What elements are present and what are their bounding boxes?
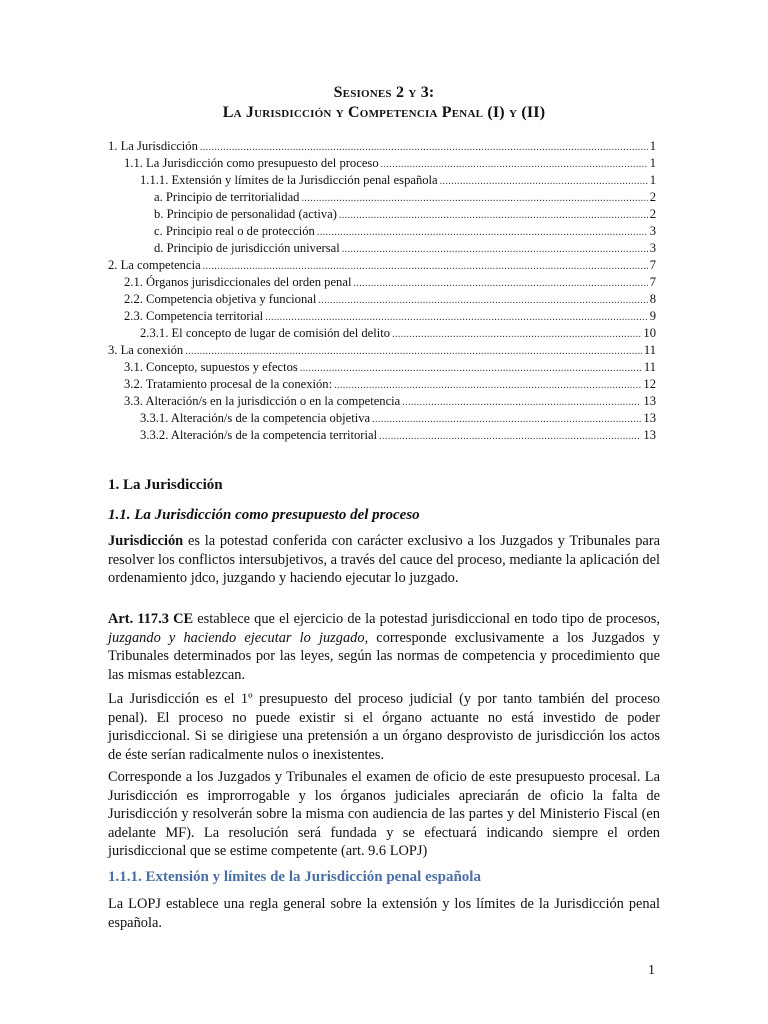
- toc-leader-dots: [339, 207, 648, 224]
- toc-entry-page: 2: [649, 190, 656, 204]
- toc-entry-label: c. Principio real o de protección: [154, 224, 315, 238]
- toc-entry[interactable]: [108, 342, 656, 359]
- toc-entry-label: 1.1. La Jurisdicción como presupuesto del proceso: [124, 156, 379, 170]
- toc-entry-page: 2: [649, 207, 656, 221]
- toc-leader-dots: [392, 326, 641, 343]
- toc-entry[interactable]: [108, 308, 656, 325]
- italic-quote: juzgando y haciendo ejecutar lo juzgado: [108, 629, 365, 646]
- toc-entry[interactable]: [108, 257, 656, 274]
- toc-entry[interactable]: [108, 138, 656, 155]
- toc-entry[interactable]: [108, 223, 656, 240]
- toc-entry[interactable]: [108, 206, 656, 223]
- toc-entry-page: 11: [643, 343, 656, 357]
- toc-entry-page: 11: [643, 360, 656, 374]
- subsubsection-heading: 1.1.1. Extensión y límites de la Jurisdicción penal española: [108, 869, 481, 885]
- toc-entry[interactable]: [108, 376, 656, 393]
- toc-leader-dots: [318, 292, 647, 309]
- toc-leader-dots: [301, 190, 647, 207]
- toc-leader-dots: [203, 258, 648, 275]
- toc-leader-dots: [265, 309, 648, 326]
- paragraph-text: es la potestad conferida con carácter exclusivo a los Juzgados y Tribunales para resolver los conflictos intersubjetivos, a través del cauce del proceso, mediante la aplicación del ordenamiento jdco, juzgando y haciendo ejecutar lo juzgado.: [108, 533, 660, 586]
- toc-leader-dots: [200, 139, 648, 156]
- paragraph-text: establece que el ejercicio de la potestad jurisdiccional en todo tipo de procesos,: [193, 611, 660, 627]
- toc-entry[interactable]: [108, 172, 656, 189]
- toc-entry-label: 2.3. Competencia territorial: [124, 309, 264, 323]
- toc-entry-page: 13: [643, 394, 656, 408]
- toc-entry-page: 7: [649, 258, 656, 272]
- toc-entry-page: 3: [649, 224, 656, 238]
- toc-leader-dots: [300, 360, 642, 377]
- toc-entry-label: 1.1.1. Extensión y límites de la Jurisdicción penal española: [140, 173, 438, 187]
- toc-entry-label: 3.3.2. Alteración/s de la competencia territorial: [140, 428, 378, 442]
- toc-entry-page: 3: [649, 241, 656, 255]
- toc-entry-page: 7: [649, 275, 656, 289]
- toc-entry[interactable]: [108, 393, 656, 410]
- toc-leader-dots: [372, 411, 641, 428]
- toc-leader-dots: [402, 394, 641, 411]
- toc-leader-dots: [353, 275, 647, 292]
- toc-entry-label: 2.3.1. El concepto de lugar de comisión del delito: [140, 326, 391, 340]
- toc-entry-label: 3.3.1. Alteración/s de la competencia objetiva: [140, 411, 371, 425]
- toc-leader-dots: [379, 428, 641, 445]
- toc-entry-page: 13: [643, 411, 656, 425]
- paragraph-jurisdiccion-definition: [108, 532, 660, 588]
- paragraph-lopj: La LOPJ establece una regla general sobre la extensión y los límites de la Jurisdicción penal española.: [108, 896, 660, 931]
- toc-entry-label: 2.2. Competencia objetiva y funcional: [124, 292, 317, 306]
- subsection-heading: 1.1. La Jurisdicción como presupuesto del proceso: [108, 507, 420, 523]
- toc-entry[interactable]: [108, 325, 656, 342]
- toc-leader-dots: [317, 224, 648, 241]
- toc-entry-label: 3.3. Alteración/s en la jurisdicción o en la competencia: [124, 394, 401, 408]
- table-of-contents: [108, 138, 656, 444]
- toc-entry[interactable]: [108, 274, 656, 291]
- toc-entry-label: 3. La conexión: [108, 343, 184, 357]
- toc-entry-label: 1. La Jurisdicción: [108, 139, 198, 153]
- toc-entry-page: 9: [649, 309, 656, 323]
- toc-entry-page: 12: [643, 377, 656, 391]
- toc-leader-dots: [342, 241, 648, 258]
- document-title-line-2: La Jurisdicción y Competencia Penal (I) y (II): [222, 104, 546, 121]
- toc-entry-label: 3.2. Tratamiento procesal de la conexión:: [124, 377, 333, 391]
- document-title-line-1: Sesiones 2 y 3:: [333, 84, 435, 101]
- toc-entry-label: b. Principio de personalidad (activa): [154, 207, 337, 221]
- toc-entry-label: d. Principio de jurisdicción universal: [154, 241, 340, 255]
- section-heading: 1. La Jurisdicción: [108, 477, 223, 493]
- toc-entry-label: 2. La competencia: [108, 258, 201, 272]
- toc-entry-page: 1: [649, 173, 656, 187]
- toc-entry-label: 3.1. Concepto, supuestos y efectos: [124, 360, 298, 374]
- term-jurisdiccion: Jurisdicción: [108, 533, 184, 549]
- toc-entry[interactable]: [108, 410, 656, 427]
- toc-leader-dots: [334, 377, 641, 394]
- paragraph-examen-oficio: Corresponde a los Juzgados y Tribunales el examen de oficio de este presupuesto procesal. La Jurisdicción es improrrogable y los órganos judiciales apreciarán de oficio la falta de Jurisdicción y resolverán sobre la misma con audiencia de las partes y del Ministerio Fiscal (en adelante MF). La resolución será fundada y se efectuará indicando siempre el orden jurisdiccional que se estime competente (art. 9.6 LOPJ): [108, 769, 660, 859]
- toc-entry[interactable]: [108, 189, 656, 206]
- paragraph-art-117: [108, 610, 660, 684]
- toc-leader-dots: [185, 343, 642, 360]
- term-article: Art. 117.3 CE: [108, 611, 194, 627]
- toc-entry-page: 10: [643, 326, 656, 340]
- toc-entry-label: a. Principio de territorialidad: [154, 190, 300, 204]
- paragraph-text: , corresponde exclusivamente a los Juzgados y Tribunales determinados por las leyes, según las normas de competencia y procedimiento que las mismas establezcan.: [108, 629, 660, 683]
- toc-entry[interactable]: [108, 240, 656, 257]
- toc-entry[interactable]: [108, 291, 656, 308]
- toc-leader-dots: [381, 156, 648, 173]
- toc-entry-label: 2.1. Órganos jurisdiccionales del orden penal: [124, 275, 352, 289]
- toc-entry-page: 8: [649, 292, 656, 306]
- toc-entry-page: 1: [649, 139, 656, 153]
- toc-leader-dots: [440, 173, 648, 190]
- paragraph-presupuesto: La Jurisdicción es el 1º presupuesto del proceso judicial (y por tanto también del proceso penal). El proceso no puede existir si el órgano actuante no está investido de poder jurisdiccional. Si se dirigiese una pretensión a un órgano desprovisto de jurisdicción los actos de éste serían radicalmente nulos o inexistentes.: [108, 691, 660, 763]
- page-number: 1: [648, 963, 655, 978]
- toc-entry[interactable]: [108, 359, 656, 376]
- toc-entry[interactable]: [108, 155, 656, 172]
- toc-entry-page: 1: [649, 156, 656, 170]
- toc-entry[interactable]: [108, 427, 656, 444]
- toc-entry-page: 13: [643, 428, 656, 442]
